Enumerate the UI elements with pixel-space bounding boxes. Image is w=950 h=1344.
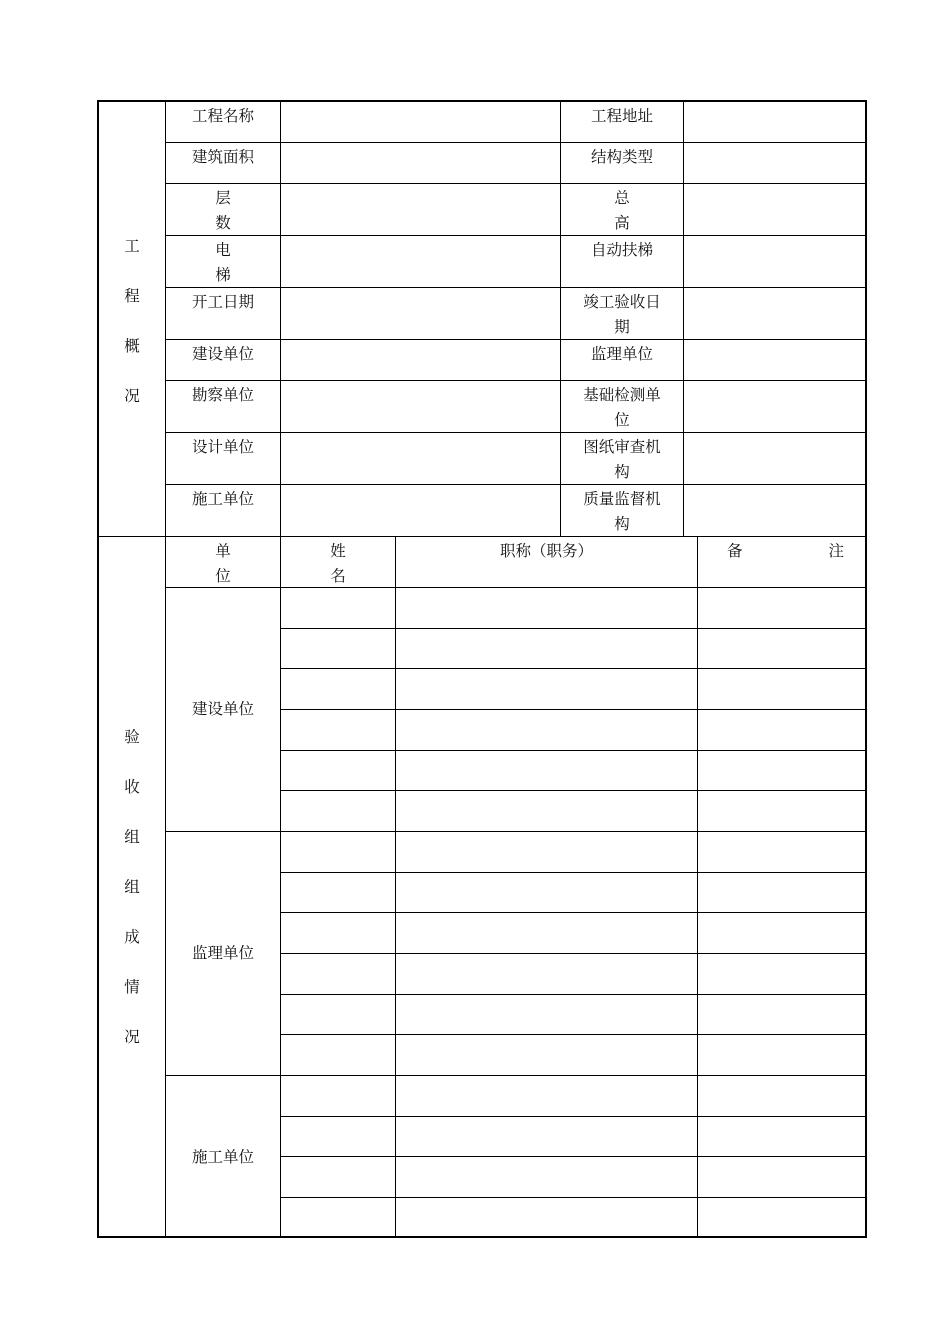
member-note-cell[interactable] xyxy=(698,1076,865,1117)
field-total-height[interactable] xyxy=(684,184,865,236)
member-title-cell[interactable] xyxy=(396,832,698,873)
label-owner-unit: 建设单位 xyxy=(166,340,281,381)
group-unit-owner: 建设单位 xyxy=(166,588,281,832)
member-title-cell[interactable] xyxy=(396,995,698,1035)
label-total-height: 总 高 xyxy=(561,184,684,236)
member-title-cell[interactable] xyxy=(396,588,698,629)
member-note-cell[interactable] xyxy=(698,1117,865,1157)
member-note-cell[interactable] xyxy=(698,751,865,791)
member-note-cell[interactable] xyxy=(698,873,865,913)
member-title-cell[interactable] xyxy=(396,1035,698,1076)
member-note-cell[interactable] xyxy=(698,1198,865,1238)
field-elevator[interactable] xyxy=(281,236,561,288)
field-structure-type[interactable] xyxy=(684,143,865,184)
field-completion-date[interactable] xyxy=(684,288,865,340)
label-quality-supervision-agency: 质量监督机 构 xyxy=(561,485,684,537)
committee-title-char: 组 xyxy=(124,878,140,896)
header-note-left: 备 xyxy=(727,542,743,560)
overview-title-char: 况 xyxy=(124,387,140,405)
label-foundation-test-unit: 基础检测单 位 xyxy=(561,381,684,433)
member-name-cell[interactable] xyxy=(281,954,396,995)
member-name-cell[interactable] xyxy=(281,1157,396,1198)
field-project-name[interactable] xyxy=(281,102,561,143)
label-floors: 层 数 xyxy=(166,184,281,236)
committee-title-char: 验 xyxy=(124,728,140,746)
field-owner-unit[interactable] xyxy=(281,340,561,381)
member-name-cell[interactable] xyxy=(281,1117,396,1157)
field-quality-supervision-agency[interactable] xyxy=(684,485,865,537)
member-title-cell[interactable] xyxy=(396,669,698,710)
member-name-cell[interactable] xyxy=(281,791,396,832)
committee-title-char: 收 xyxy=(124,778,140,796)
label-construction-unit: 施工单位 xyxy=(166,485,281,537)
member-note-cell[interactable] xyxy=(698,588,865,629)
member-note-cell[interactable] xyxy=(698,832,865,873)
field-building-area[interactable] xyxy=(281,143,561,184)
label-project-name: 工程名称 xyxy=(166,102,281,143)
member-title-cell[interactable] xyxy=(396,954,698,995)
label-elevator: 电 梯 xyxy=(166,236,281,288)
member-title-cell[interactable] xyxy=(396,751,698,791)
field-floors[interactable] xyxy=(281,184,561,236)
member-title-cell[interactable] xyxy=(396,1117,698,1157)
label-completion-date: 竣工验收日 期 xyxy=(561,288,684,340)
label-design-unit: 设计单位 xyxy=(166,433,281,485)
member-name-cell[interactable] xyxy=(281,832,396,873)
member-name-cell[interactable] xyxy=(281,1198,396,1238)
field-survey-unit[interactable] xyxy=(281,381,561,433)
committee-title-char: 情 xyxy=(124,978,140,996)
label-survey-unit: 勘察单位 xyxy=(166,381,281,433)
member-name-cell[interactable] xyxy=(281,1035,396,1076)
field-design-unit[interactable] xyxy=(281,433,561,485)
member-note-cell[interactable] xyxy=(698,913,865,954)
member-note-cell[interactable] xyxy=(698,710,865,751)
overview-title-char: 概 xyxy=(124,337,140,355)
label-escalator: 自动扶梯 xyxy=(561,236,684,288)
member-note-cell[interactable] xyxy=(698,995,865,1035)
member-title-cell[interactable] xyxy=(396,629,698,669)
label-drawing-review-agency: 图纸审查机 构 xyxy=(561,433,684,485)
committee-title-char: 况 xyxy=(124,1028,140,1046)
member-note-cell[interactable] xyxy=(698,1157,865,1198)
member-name-cell[interactable] xyxy=(281,913,396,954)
member-name-cell[interactable] xyxy=(281,669,396,710)
header-name: 姓 名 xyxy=(281,537,396,588)
member-name-cell[interactable] xyxy=(281,588,396,629)
group-unit-supervision: 监理单位 xyxy=(166,832,281,1076)
label-project-address: 工程地址 xyxy=(561,102,684,143)
label-structure-type: 结构类型 xyxy=(561,143,684,184)
member-note-cell[interactable] xyxy=(698,954,865,995)
field-supervision-unit[interactable] xyxy=(684,340,865,381)
header-note-right: 注 xyxy=(828,542,844,560)
member-title-cell[interactable] xyxy=(396,710,698,751)
field-construction-unit[interactable] xyxy=(281,485,561,537)
member-name-cell[interactable] xyxy=(281,710,396,751)
member-title-cell[interactable] xyxy=(396,913,698,954)
field-escalator[interactable] xyxy=(684,236,865,288)
header-title: 职称（职务） xyxy=(396,537,698,588)
field-foundation-test-unit[interactable] xyxy=(684,381,865,433)
member-note-cell[interactable] xyxy=(698,669,865,710)
member-title-cell[interactable] xyxy=(396,873,698,913)
committee-section-title xyxy=(99,537,166,1238)
overview-title-char: 程 xyxy=(124,287,140,305)
label-start-date: 开工日期 xyxy=(166,288,281,340)
member-name-cell[interactable] xyxy=(281,1076,396,1117)
overview-section-title xyxy=(99,102,166,537)
field-project-address[interactable] xyxy=(684,102,865,143)
acceptance-form xyxy=(97,100,867,1238)
member-name-cell[interactable] xyxy=(281,629,396,669)
member-name-cell[interactable] xyxy=(281,751,396,791)
member-name-cell[interactable] xyxy=(281,995,396,1035)
header-unit: 单 位 xyxy=(166,537,281,588)
member-note-cell[interactable] xyxy=(698,1035,865,1076)
field-drawing-review-agency[interactable] xyxy=(684,433,865,485)
label-building-area: 建筑面积 xyxy=(166,143,281,184)
label-supervision-unit: 监理单位 xyxy=(561,340,684,381)
member-name-cell[interactable] xyxy=(281,873,396,913)
member-note-cell[interactable] xyxy=(698,629,865,669)
committee-title-char: 成 xyxy=(124,928,140,946)
member-title-cell[interactable] xyxy=(396,1198,698,1238)
member-note-cell[interactable] xyxy=(698,791,865,832)
committee-title-char: 组 xyxy=(124,828,140,846)
header-note xyxy=(698,537,865,588)
member-title-cell[interactable] xyxy=(396,1157,698,1198)
member-title-cell[interactable] xyxy=(396,1076,698,1117)
field-start-date[interactable] xyxy=(281,288,561,340)
overview-title-char: 工 xyxy=(124,237,140,255)
group-unit-construction: 施工单位 xyxy=(166,1076,281,1238)
member-title-cell[interactable] xyxy=(396,791,698,832)
